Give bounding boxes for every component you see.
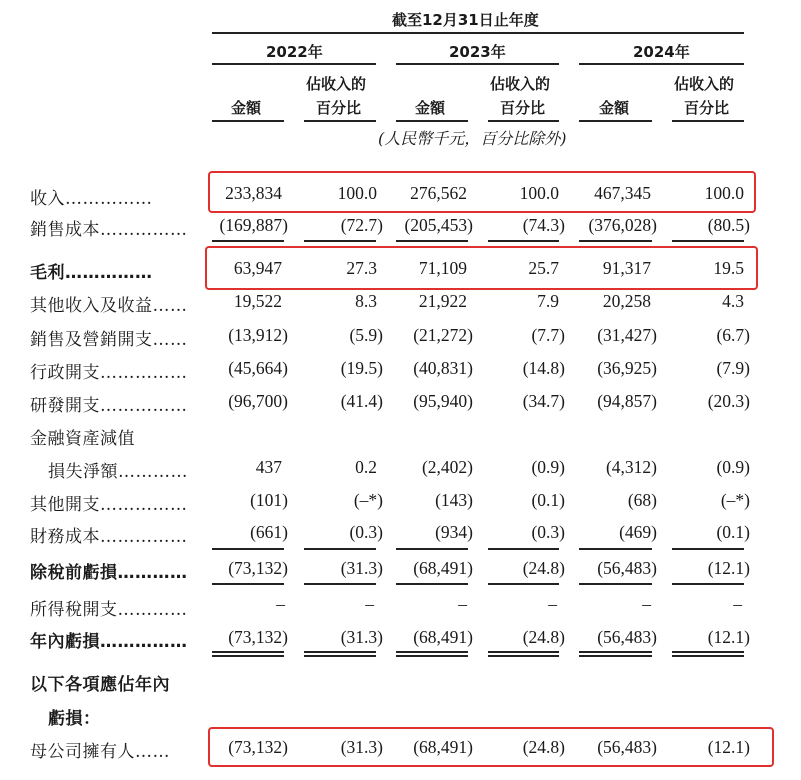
value-cell: (169,887)	[219, 215, 288, 235]
value-cell: (0.9)	[716, 457, 750, 477]
value-cell: 20,258	[602, 291, 651, 311]
value-cell: (72.7)	[340, 215, 383, 235]
value-cell: (376,028)	[588, 215, 657, 235]
total-double-rule	[212, 655, 284, 657]
value-cell: (–*)	[353, 490, 383, 510]
value-cell: –	[365, 594, 374, 614]
value-cell: 7.9	[537, 291, 559, 311]
value-cell: 63,947	[233, 258, 282, 278]
col-pct-top-2024: 佔收入的	[674, 75, 735, 93]
year-underline-2022	[212, 63, 376, 65]
value-cell: (19.5)	[340, 358, 383, 378]
value-cell: (101)	[250, 490, 288, 510]
value-cell: 100.0	[337, 183, 377, 203]
value-cell: (80.5)	[707, 215, 750, 235]
value-cell: (31,427)	[597, 325, 657, 345]
col-pct-top-2023: 佔收入的	[490, 75, 551, 93]
subtotal-rule	[672, 240, 744, 242]
value-cell: (68,491)	[413, 737, 473, 757]
row-label-cost-of-sales: 銷售成本……………	[30, 220, 188, 240]
year-2024: 2024年	[633, 43, 690, 61]
value-cell: (143)	[435, 490, 473, 510]
subtotal-rule	[304, 583, 376, 585]
value-cell: –	[276, 594, 285, 614]
value-cell: (73,132)	[228, 737, 288, 757]
subtotal-rule	[304, 548, 376, 550]
value-cell: (21,272)	[413, 325, 473, 345]
row-label-selling-expenses: 銷售及營銷開支……	[30, 330, 188, 350]
period-underline	[212, 32, 744, 34]
value-cell: –	[548, 594, 557, 614]
total-double-rule	[304, 651, 376, 653]
value-cell: 4.3	[722, 291, 744, 311]
row-label-loss-before-tax: 除稅前虧損…………	[30, 563, 188, 583]
value-cell: (934)	[435, 522, 473, 542]
col-underline-2	[304, 120, 376, 122]
value-cell: (0.3)	[531, 522, 565, 542]
value-cell: –	[733, 594, 742, 614]
value-cell: (20.3)	[707, 391, 750, 411]
value-cell: (0.1)	[531, 490, 565, 510]
total-double-rule	[672, 655, 744, 657]
value-cell: 21,922	[418, 291, 467, 311]
total-double-rule	[396, 651, 468, 653]
value-cell: (7.9)	[716, 358, 750, 378]
value-cell: (56,483)	[597, 558, 657, 578]
value-cell: (34.7)	[522, 391, 565, 411]
highlight-revenue	[208, 171, 756, 213]
subtotal-rule	[579, 583, 652, 585]
total-double-rule	[304, 655, 376, 657]
value-cell: (0.3)	[349, 522, 383, 542]
row-label-rd-expenses: 研發開支……………	[30, 396, 188, 416]
row-label-impairment-1: 金融資產減值	[30, 429, 135, 449]
value-cell: (73,132)	[228, 558, 288, 578]
value-cell: (12.1)	[707, 558, 750, 578]
total-double-rule	[488, 655, 559, 657]
value-cell: (94,857)	[597, 391, 657, 411]
year-underline-2024	[579, 63, 744, 65]
subtotal-rule	[396, 240, 468, 242]
row-label-gross-profit: 毛利……………	[30, 263, 153, 283]
total-double-rule	[579, 655, 652, 657]
value-cell: (56,483)	[597, 737, 657, 757]
value-cell: 0.2	[355, 457, 377, 477]
value-cell: 19,522	[233, 291, 282, 311]
highlight-gross-profit	[205, 246, 758, 290]
value-cell: 25.7	[528, 258, 559, 278]
value-cell: –	[642, 594, 651, 614]
value-cell: (31.3)	[340, 558, 383, 578]
value-cell: (0.9)	[531, 457, 565, 477]
value-cell: 8.3	[355, 291, 377, 311]
value-cell: (68,491)	[413, 558, 473, 578]
subtotal-rule	[672, 548, 744, 550]
subtotal-rule	[396, 548, 468, 550]
col-pct-bottom-2023: 百分比	[500, 99, 546, 117]
value-cell: (7.7)	[531, 325, 565, 345]
value-cell: (24.8)	[522, 737, 565, 757]
subtotal-rule	[396, 583, 468, 585]
row-label-revenue: 收入……………	[30, 189, 153, 209]
subtotal-rule	[488, 583, 559, 585]
period-header: 截至12月31日止年度	[392, 11, 539, 29]
row-label-attributable-2: 虧損：	[48, 709, 101, 729]
value-cell: (95,940)	[413, 391, 473, 411]
value-cell: –	[458, 594, 467, 614]
subtotal-rule	[212, 240, 284, 242]
value-cell: (6.7)	[716, 325, 750, 345]
value-cell: (24.8)	[522, 558, 565, 578]
value-cell: (31.3)	[340, 737, 383, 757]
value-cell: 100.0	[519, 183, 559, 203]
col-underline-1	[212, 120, 284, 122]
value-cell: (12.1)	[707, 737, 750, 757]
row-label-finance-costs: 財務成本……………	[30, 527, 188, 547]
year-underline-2023	[396, 63, 559, 65]
value-cell: 27.3	[346, 258, 377, 278]
value-cell: (5.9)	[349, 325, 383, 345]
value-cell: (73,132)	[228, 627, 288, 647]
year-2022: 2022年	[266, 43, 323, 61]
row-label-admin-expenses: 行政開支……………	[30, 363, 188, 383]
value-cell: (36,925)	[597, 358, 657, 378]
row-label-attributable-1: 以下各項應佔年內	[30, 675, 170, 695]
total-double-rule	[488, 651, 559, 653]
value-cell: 71,109	[418, 258, 467, 278]
value-cell: 233,834	[225, 183, 282, 203]
value-cell: 19.5	[713, 258, 744, 278]
col-pct-top-2022: 佔收入的	[306, 75, 367, 93]
unit-note: (人民幣千元，百分比除外)	[378, 129, 567, 148]
value-cell: (2,402)	[421, 457, 473, 477]
subtotal-rule	[212, 583, 284, 585]
total-double-rule	[672, 651, 744, 653]
col-amount-2024: 金額	[599, 99, 630, 117]
value-cell: (41.4)	[340, 391, 383, 411]
row-label-income-tax: 所得稅開支…………	[30, 600, 188, 620]
value-cell: 276,562	[410, 183, 467, 203]
row-label-impairment-2: 損失淨額…………	[48, 462, 188, 482]
col-pct-bottom-2022: 百分比	[316, 99, 362, 117]
value-cell: (14.8)	[522, 358, 565, 378]
total-double-rule	[579, 651, 652, 653]
total-double-rule	[212, 651, 284, 653]
subtotal-rule	[488, 548, 559, 550]
value-cell: (469)	[619, 522, 657, 542]
value-cell: (96,700)	[228, 391, 288, 411]
year-2023: 2023年	[449, 43, 506, 61]
subtotal-rule	[579, 240, 652, 242]
value-cell: (–*)	[720, 490, 750, 510]
value-cell: 437	[255, 457, 282, 477]
col-amount-2023: 金額	[415, 99, 446, 117]
col-underline-5	[579, 120, 652, 122]
subtotal-rule	[672, 583, 744, 585]
value-cell: (31.3)	[340, 627, 383, 647]
value-cell: (68,491)	[413, 627, 473, 647]
value-cell: 91,317	[602, 258, 651, 278]
col-amount-2022: 金額	[231, 99, 262, 117]
value-cell: (45,664)	[228, 358, 288, 378]
row-label-owners-of-parent: 母公司擁有人……	[30, 742, 170, 762]
value-cell: (68)	[627, 490, 657, 510]
subtotal-rule	[488, 240, 559, 242]
highlight-owners-of-parent	[208, 727, 774, 767]
subtotal-rule	[304, 240, 376, 242]
col-pct-bottom-2024: 百分比	[684, 99, 730, 117]
row-label-other-expenses: 其他開支……………	[30, 495, 188, 515]
value-cell: (40,831)	[413, 358, 473, 378]
row-label-other-income: 其他收入及收益……	[30, 296, 188, 316]
value-cell: (56,483)	[597, 627, 657, 647]
row-label-loss-for-year: 年內虧損……………	[30, 632, 188, 652]
subtotal-rule	[579, 548, 652, 550]
col-underline-6	[672, 120, 744, 122]
subtotal-rule	[212, 548, 284, 550]
value-cell: (74.3)	[522, 215, 565, 235]
value-cell: (0.1)	[716, 522, 750, 542]
col-underline-3	[396, 120, 468, 122]
value-cell: 467,345	[594, 183, 651, 203]
value-cell: (24.8)	[522, 627, 565, 647]
value-cell: (661)	[250, 522, 288, 542]
value-cell: (12.1)	[707, 627, 750, 647]
value-cell: (13,912)	[228, 325, 288, 345]
col-underline-4	[488, 120, 559, 122]
value-cell: (4,312)	[605, 457, 657, 477]
total-double-rule	[396, 655, 468, 657]
value-cell: 100.0	[704, 183, 744, 203]
value-cell: (205,453)	[404, 215, 473, 235]
